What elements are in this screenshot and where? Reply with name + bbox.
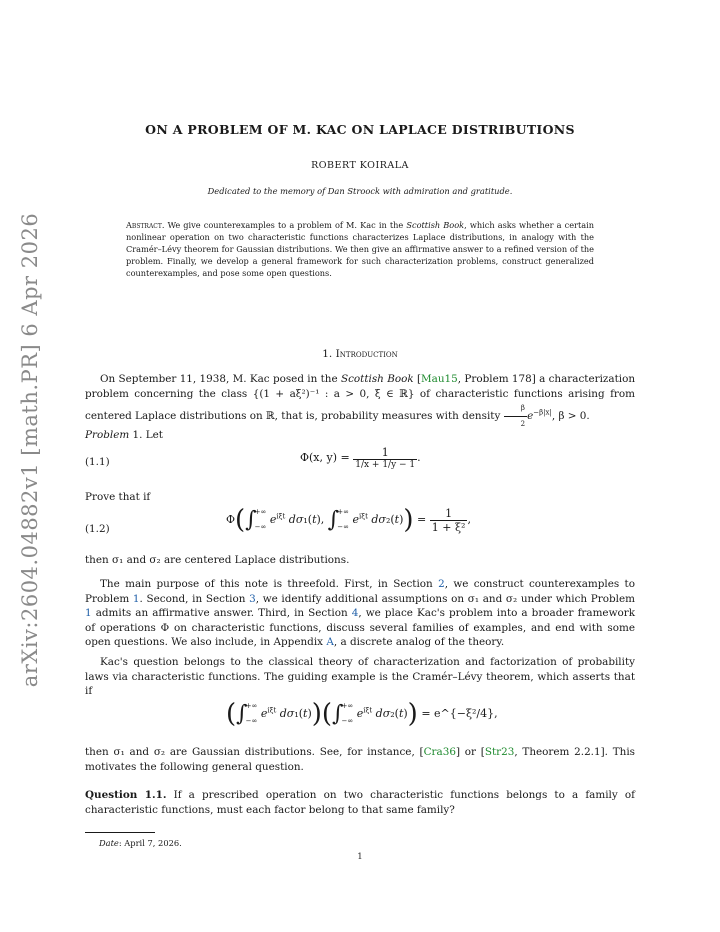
arxiv-sidebar	[15, 212, 45, 688]
equation-1-2: Φ(∫+∞ −∞ $e^{i\xi t}$ dσ₁(t), ∫+∞ −∞ $e^{i\xi t}$ dσ₂(t)) = $\frac{1}{\text{1 + ξ²}}$ ,	[226, 505, 471, 535]
eq1-denominator: 1/x + 1/y − 1	[355, 460, 416, 470]
ref-problem-1[interactable]: 1	[132, 592, 140, 605]
footnote-rule	[85, 832, 155, 833]
p2-d: , we identify additional assumptions on σ₁ and σ₂ under which Problem	[255, 592, 635, 605]
problem-statement	[85, 428, 635, 443]
problem-text: 1. Let	[132, 429, 163, 441]
paragraph-4: then σ₁ and σ₂ are Gaussian distributions. See, for instance, [Cra36] or [Str23, Theorem 2.2.1]. This motivates the following general question.	[85, 746, 636, 773]
dedication: Dedicated to the memory of Dan Stroock with admiration and gratitude.	[207, 186, 513, 196]
eq2-numerator: 1	[430, 507, 468, 521]
p1-text-c: , β > 0.	[551, 410, 590, 422]
then-laplace: then σ₁ and σ₂ are centered Laplace distributions.	[85, 554, 350, 566]
ref-section-3[interactable]: 3	[249, 592, 256, 605]
abstract-book-title: Scottish Book	[406, 220, 465, 230]
eq2-fraction	[430, 507, 468, 534]
p4-a: then σ₁ and σ₂ are Gaussian distributions. See, for instance,	[85, 746, 415, 758]
paper-title: ON A PROBLEM OF M. KAC ON LAPLACE DISTRIBUTIONS	[145, 122, 575, 137]
question-1-1	[85, 788, 635, 817]
equation-1-1: Φ(x, y) = $\frac{1}{1/x + 1/y - 1}$ .	[300, 446, 421, 470]
citation-str23[interactable]: Str23	[484, 746, 515, 758]
citation-mau15[interactable]: Mau15	[421, 373, 458, 385]
paragraph-3: Kac's question belongs to the classical theory of characterization and factorization of probability laws via characteristic functions. The guiding example is the Cramér–Lévy theorem, which asserts that if	[85, 656, 635, 697]
eq2-denominator: 1 + ξ²	[431, 520, 466, 534]
question-label: Question 1.1.	[85, 789, 167, 801]
section-heading	[0, 348, 720, 360]
ref-problem-1b[interactable]: 1	[85, 607, 92, 619]
date-value: : April 7, 2026.	[118, 838, 182, 848]
eq1-numerator: 1	[353, 446, 417, 460]
p2-b: , we construct counterexamples to Problem	[85, 578, 635, 605]
ref-appendix-a[interactable]: A	[326, 636, 334, 648]
density-formula: $\frac{\beta}{2}$	[504, 401, 527, 431]
question-text: If a prescribed operation on two characteristic functions belongs to a family of characteristic functions, must each factor belong to that same family?	[85, 789, 635, 816]
equation-cramer-levy: (∫+∞ −∞ $e^{i\xi t}$ dσ₁(t))(∫+∞ −∞ $e^{i\xi t}$ dσ₂(t)) = e^{−ξ²/4},	[226, 699, 498, 729]
p4-c: , Theorem 2.2.1]. This motivates the following general question.	[85, 746, 636, 773]
p2-e: admits an affirmative answer. Third, in Section	[95, 607, 348, 619]
date-label: Date	[99, 838, 119, 848]
page-number: 1	[357, 852, 363, 862]
arxiv-identifier: arXiv:2604.04882v1 [math.PR] 6 Apr 2026	[18, 212, 42, 688]
p2-f: , we place Kac's problem into a broader framework of operations Φ on characteristic functions, discuss several families of examples, and end with some open questions. We also include, in Appendix	[85, 607, 635, 648]
section-title: Introduction	[335, 348, 398, 360]
p1-text-a: On September 11, 1938, M. Kac posed in the	[100, 373, 338, 385]
abstract-label: Abstract.	[126, 220, 165, 230]
p2-a: The main purpose of this note is threefold. First, in Section	[100, 578, 433, 590]
abstract-text-2: , which asks whether a certain nonlinear operation on two characteristic functions characterizes Laplace distributions, in analogy with the Cramér–Lévy theorem for Gaussian distributions. We then give an affirmative answer to a refined version of the problem. Finally, we develop a general framework for such characterization problems, construct generalized counterexamples, and pose some open questions.	[126, 220, 595, 278]
eq3-rhs: = e^{−ξ²/4},	[421, 707, 498, 720]
prove-text: Prove that if	[85, 491, 151, 503]
problem-label: Problem	[85, 429, 130, 441]
p4-b: or	[464, 746, 476, 758]
eq1-fraction	[353, 446, 417, 470]
citation-cra36[interactable]: Cra36	[423, 746, 456, 758]
paragraph-2	[85, 577, 635, 650]
paragraph-1: On September 11, 1938, M. Kac posed in the Scottish Book [Mau15, Problem 178] a characterization problem concerning the class {(1 + aξ²)⁻¹ : a > 0, ξ ∈ ℝ} of characteristic functions arising from centered Laplace distributions on ℝ, that is, probability measures with density $\frac{\beta}{2}$ $e^{-\beta|x|}$, β > 0.	[85, 372, 635, 431]
eq-1-2-number: (1.2)	[85, 523, 110, 535]
ref-section-4[interactable]: 4	[351, 607, 359, 619]
p2-c: . Second, in Section	[139, 592, 246, 605]
ref-section-2[interactable]: 2	[438, 578, 445, 590]
p2-g: , a discrete analog of the theory.	[333, 636, 505, 648]
abstract	[126, 219, 594, 279]
author-name: ROBERT KOIRALA	[311, 160, 409, 171]
abstract-text-1: We give counterexamples to a problem of M. Kac in the	[167, 220, 404, 230]
section-number: 1.	[322, 348, 333, 360]
eq-1-1-number: (1.1)	[85, 456, 110, 468]
p1-text-b: , Problem 178] a characterization problem concerning the class {(1 + aξ²)⁻¹ : a > 0, ξ ∈ ℝ} of characteristic functions arising from centered Laplace distributions on ℝ, that is, probability measures with density	[85, 373, 636, 422]
footnote-date	[99, 838, 182, 848]
p1-book: Scottish Book	[340, 373, 414, 385]
eq1-lhs: Φ(x, y) =	[300, 451, 350, 464]
